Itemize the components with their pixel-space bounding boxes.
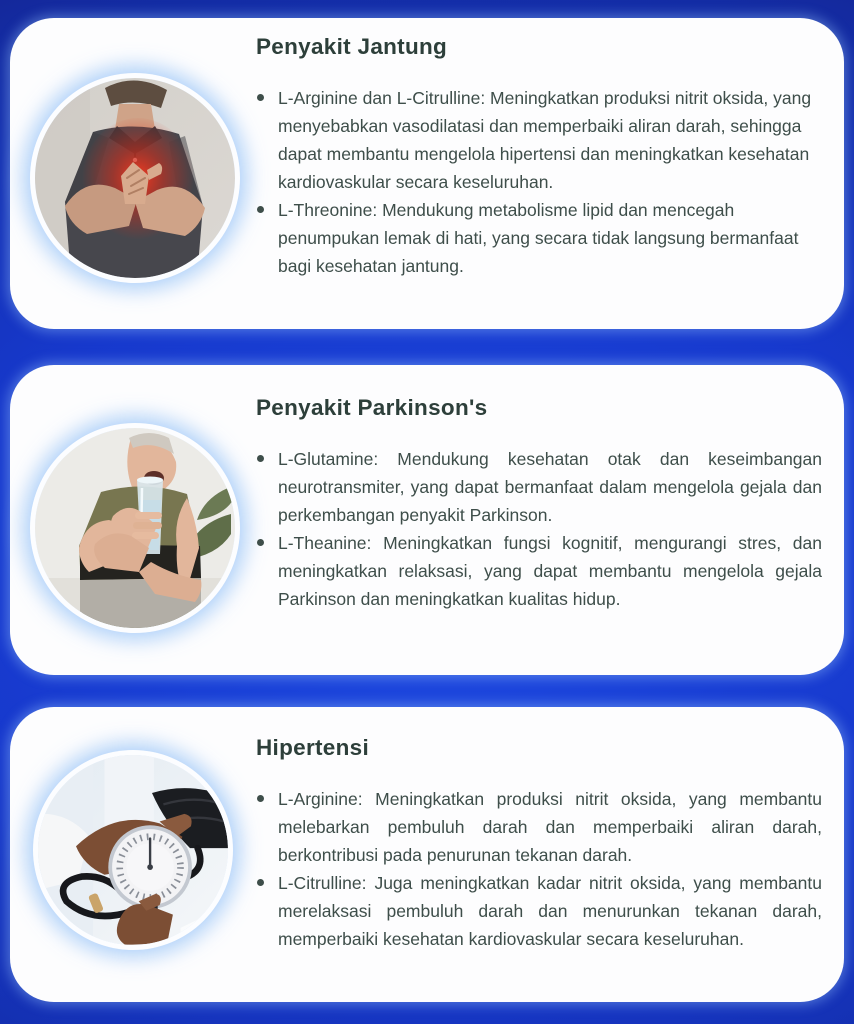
- blood-pressure-measurement-photo: [38, 755, 228, 945]
- card-penyakit-parkinsons: [10, 365, 844, 675]
- bullet-item: L-Glutamine: Mendukung kesehatan otak dan keseimbangan neurotransmiter, yang dapat bermanfaat dalam mengelola gejala dan perkembangan penyakit Parkinson.: [250, 445, 822, 529]
- bullet-list: [250, 84, 822, 280]
- card-penyakit-jantung: [10, 18, 844, 329]
- card-title: Penyakit Parkinson's: [256, 395, 488, 420]
- bullet-item: L-Arginine: Meningkatkan produksi nitrit oksida, yang membantu melebarkan pembuluh darah dan memperbaiki aliran darah, berkontribusi pada penurunan tekanan darah.: [250, 785, 822, 869]
- bullet-list: [250, 785, 822, 953]
- card-content: [250, 18, 822, 280]
- parkinsons-illustration: [35, 428, 235, 628]
- card-title: Hipertensi: [256, 735, 370, 760]
- bullet-item: L-Arginine dan L-Citrulline: Meningkatkan produksi nitrit oksida, yang menyebabkan vasodilatasi dan memperbaiki aliran darah, sehingga dapat membantu mengelola hipertensi dan meningkatkan kesehatan kardiovaskular secara keseluruhan.: [250, 84, 822, 196]
- bullet-item: L-Theanine: Meningkatkan fungsi kognitif, mengurangi stres, dan meningkatkan relaksasi, yang dapat membantu mengelola gejala Parkinson dan meningkatkan kualitas hidup.: [250, 529, 822, 613]
- bullet-item: L-Threonine: Mendukung metabolisme lipid dan mencegah penumpukan lemak di hati, yang secara tidak langsung bermanfaat bagi kesehatan jantung.: [250, 196, 822, 280]
- card-title: Penyakit Jantung: [256, 34, 448, 59]
- bullet-item: L-Citrulline: Juga meningkatkan kadar nitrit oksida, yang membantu merelaksasi pembuluh darah dan menurunkan tekanan darah, memperbaiki kesehatan kardiovaskular secara keseluruhan.: [250, 869, 822, 953]
- chest-pain-illustration: [35, 78, 235, 278]
- card-content: [250, 707, 822, 953]
- blood-pressure-illustration: [38, 755, 228, 945]
- bullet-list: [250, 445, 822, 613]
- elderly-man-trembling-glass-photo: [35, 428, 235, 628]
- man-clutching-chest-photo: [35, 78, 235, 278]
- card-hipertensi: [10, 707, 844, 1002]
- card-content: [250, 365, 822, 613]
